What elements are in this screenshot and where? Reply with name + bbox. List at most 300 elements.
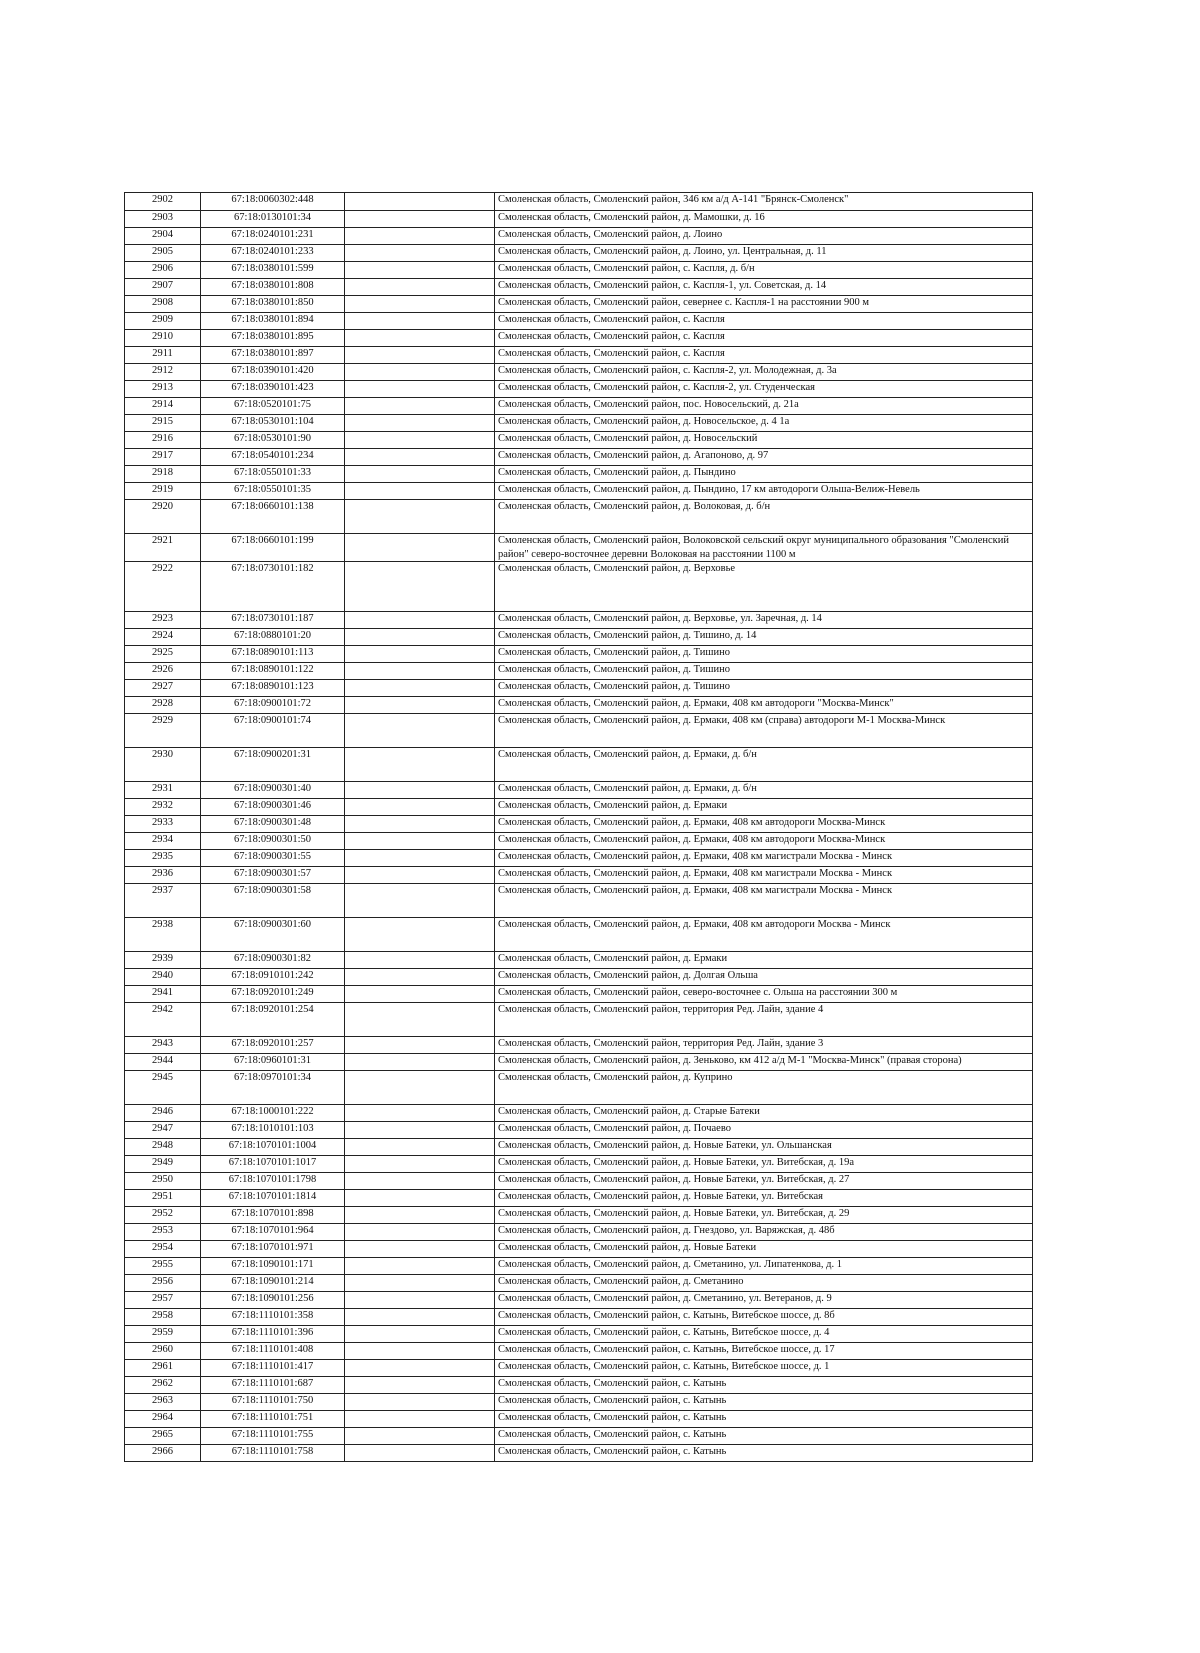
row-number: 2944 [125,1054,201,1071]
row-number: 2941 [125,986,201,1003]
table-row [125,816,1033,833]
table-row [125,398,1033,415]
row-number: 2923 [125,612,201,629]
cadastral-number: 67:18:1110101:417 [201,1360,345,1377]
address: Смоленская область, Смоленский район, с. Каспля [495,313,1033,330]
cadastral-number: 67:18:1070101:898 [201,1207,345,1224]
empty-cell [345,1258,495,1275]
address: Смоленская область, Смоленский район, с. Катынь [495,1428,1033,1445]
cadastral-number: 67:18:0130101:34 [201,211,345,228]
row-number: 2955 [125,1258,201,1275]
address: Смоленская область, Смоленский район, д. Новые Батеки, ул. Витебская, д. 19а [495,1156,1033,1173]
table-row [125,313,1033,330]
cadastral-number: 67:18:1090101:256 [201,1292,345,1309]
table-row [125,969,1033,986]
table-row [125,245,1033,262]
address: Смоленская область, Смоленский район, д. Новые Батеки, ул. Витебская, д. 29 [495,1207,1033,1224]
register-table-body [125,193,1033,1462]
row-number: 2939 [125,952,201,969]
row-number: 2928 [125,697,201,714]
empty-cell [345,1003,495,1037]
empty-cell [345,1309,495,1326]
empty-cell [345,1139,495,1156]
address: Смоленская область, Смоленский район, д. Ермаки [495,952,1033,969]
row-number: 2947 [125,1122,201,1139]
row-number: 2912 [125,364,201,381]
row-number: 2911 [125,347,201,364]
address: Смоленская область, Смоленский район, д. Долгая Ольша [495,969,1033,986]
cadastral-number: 67:18:0910101:242 [201,969,345,986]
address: Смоленская область, Смоленский район, д. Волоковая, д. б/н [495,500,1033,534]
cadastral-number: 67:18:0900301:55 [201,850,345,867]
table-row [125,850,1033,867]
address: Смоленская область, Смоленский район, д. Старые Батеки [495,1105,1033,1122]
row-number: 2964 [125,1411,201,1428]
empty-cell [345,833,495,850]
cadastral-number: 67:18:0880101:20 [201,629,345,646]
address: Смоленская область, Смоленский район, д. Сметанино [495,1275,1033,1292]
table-row [125,262,1033,279]
table-row [125,1377,1033,1394]
address: Смоленская область, Смоленский район, с. Катынь, Витебское шоссе, д. 1 [495,1360,1033,1377]
row-number: 2909 [125,313,201,330]
empty-cell [345,1275,495,1292]
table-row [125,748,1033,782]
row-number: 2924 [125,629,201,646]
table-row [125,381,1033,398]
table-row [125,1394,1033,1411]
table-row [125,449,1033,466]
table-row [125,415,1033,432]
address: Смоленская область, Смоленский район, севернее с. Каспля-1 на расстоянии 900 м [495,296,1033,313]
table-row [125,1445,1033,1462]
row-number: 2914 [125,398,201,415]
cadastral-number: 67:18:1090101:214 [201,1275,345,1292]
cadastral-number: 67:18:1090101:171 [201,1258,345,1275]
cadastral-number: 67:18:0920101:249 [201,986,345,1003]
table-row [125,1207,1033,1224]
empty-cell [345,330,495,347]
cadastral-number: 67:18:0900301:82 [201,952,345,969]
cadastral-number: 67:18:1010101:103 [201,1122,345,1139]
empty-cell [345,1241,495,1258]
cadastral-number: 67:18:0240101:231 [201,228,345,245]
table-row [125,296,1033,313]
row-number: 2952 [125,1207,201,1224]
row-number: 2929 [125,714,201,748]
cadastral-number: 67:18:1110101:750 [201,1394,345,1411]
address: Смоленская область, Смоленский район, д. Пындино [495,466,1033,483]
empty-cell [345,228,495,245]
empty-cell [345,680,495,697]
address: Смоленская область, Смоленский район, территория Ред. Лайн, здание 3 [495,1037,1033,1054]
empty-cell [345,296,495,313]
empty-cell [345,1411,495,1428]
table-row [125,1173,1033,1190]
table-row [125,1190,1033,1207]
table-row [125,483,1033,500]
empty-cell [345,398,495,415]
address: Смоленская область, Смоленский район, д. Тишино [495,680,1033,697]
cadastral-number: 67:18:0550101:35 [201,483,345,500]
cadastral-number: 67:18:1110101:687 [201,1377,345,1394]
address: Смоленская область, Смоленский район, с. Катынь, Витебское шоссе, д. 8б [495,1309,1033,1326]
address: Смоленская область, Смоленский район, д. Гнездово, ул. Варяжская, д. 48б [495,1224,1033,1241]
empty-cell [345,466,495,483]
row-number: 2937 [125,884,201,918]
cadastral-number: 67:18:0900101:72 [201,697,345,714]
row-number: 2948 [125,1139,201,1156]
address: Смоленская область, Смоленский район, д. Куприно [495,1071,1033,1105]
address: Смоленская область, Смоленский район, с. Каспля, д. б/н [495,262,1033,279]
row-number: 2942 [125,1003,201,1037]
empty-cell [345,381,495,398]
cadastral-number: 67:18:0900301:58 [201,884,345,918]
table-row [125,986,1033,1003]
empty-cell [345,483,495,500]
row-number: 2936 [125,867,201,884]
empty-cell [345,534,495,562]
table-row [125,1258,1033,1275]
row-number: 2938 [125,918,201,952]
empty-cell [345,629,495,646]
row-number: 2949 [125,1156,201,1173]
empty-cell [345,449,495,466]
row-number: 2933 [125,816,201,833]
row-number: 2954 [125,1241,201,1258]
table-row [125,952,1033,969]
cadastral-number: 67:18:0240101:233 [201,245,345,262]
cadastral-number: 67:18:0730101:187 [201,612,345,629]
table-row [125,1003,1033,1037]
row-number: 2908 [125,296,201,313]
cadastral-number: 67:18:1070101:971 [201,1241,345,1258]
cadastral-number: 67:18:0900301:40 [201,782,345,799]
table-row [125,663,1033,680]
address: Смоленская область, Смоленский район, пос. Новосельский, д. 21а [495,398,1033,415]
table-row [125,680,1033,697]
empty-cell [345,500,495,534]
table-row [125,1139,1033,1156]
table-row [125,799,1033,816]
address: Смоленская область, Смоленский район, с. Катынь [495,1411,1033,1428]
table-row [125,918,1033,952]
row-number: 2906 [125,262,201,279]
empty-cell [345,1156,495,1173]
address: Смоленская область, Смоленский район, территория Ред. Лайн, здание 4 [495,1003,1033,1037]
address: Смоленская область, Смоленский район, д. Новосельский [495,432,1033,449]
row-number: 2960 [125,1343,201,1360]
table-row [125,500,1033,534]
cadastral-number: 67:18:1070101:1004 [201,1139,345,1156]
empty-cell [345,415,495,432]
cadastral-number: 67:18:0530101:90 [201,432,345,449]
table-row [125,1071,1033,1105]
row-number: 2916 [125,432,201,449]
empty-cell [345,1207,495,1224]
address: Смоленская область, Смоленский район, д. Ермаки [495,799,1033,816]
address: Смоленская область, Смоленский район, д. Новые Батеки, ул. Ольшанская [495,1139,1033,1156]
cadastral-number: 67:18:0380101:897 [201,347,345,364]
empty-cell [345,986,495,1003]
row-number: 2953 [125,1224,201,1241]
empty-cell [345,646,495,663]
cadastral-number: 67:18:1110101:758 [201,1445,345,1462]
row-number: 2904 [125,228,201,245]
cadastral-number: 67:18:0380101:599 [201,262,345,279]
empty-cell [345,279,495,296]
table-row [125,1343,1033,1360]
cadastral-number: 67:18:1070101:1798 [201,1173,345,1190]
empty-cell [345,1326,495,1343]
empty-cell [345,1190,495,1207]
table-row [125,1292,1033,1309]
empty-cell [345,347,495,364]
cadastral-number: 67:18:0550101:33 [201,466,345,483]
cadastral-number: 67:18:1070101:1017 [201,1156,345,1173]
row-number: 2950 [125,1173,201,1190]
table-row [125,211,1033,228]
row-number: 2935 [125,850,201,867]
address: Смоленская область, Смоленский район, д. Почаево [495,1122,1033,1139]
empty-cell [345,782,495,799]
cadastral-number: 67:18:0380101:808 [201,279,345,296]
table-row [125,193,1033,211]
address: Смоленская область, Смоленский район, д. Ермаки, 408 км магистрали Москва - Минск [495,884,1033,918]
address: Смоленская область, Смоленский район, д. Ермаки, 408 км автодороги Москва-Минск [495,833,1033,850]
empty-cell [345,867,495,884]
cadastral-number: 67:18:1070101:1814 [201,1190,345,1207]
table-row [125,347,1033,364]
row-number: 2915 [125,415,201,432]
empty-cell [345,245,495,262]
table-row [125,1360,1033,1377]
cadastral-number: 67:18:0520101:75 [201,398,345,415]
cadastral-number: 67:18:0920101:254 [201,1003,345,1037]
address: Смоленская область, Смоленский район, с. Каспля-1, ул. Советская, д. 14 [495,279,1033,296]
address: Смоленская область, Смоленский район, с. Каспля-2, ул. Молодежная, д. 3а [495,364,1033,381]
empty-cell [345,193,495,211]
address: Смоленская область, Смоленский район, д. Новые Батеки, ул. Витебская [495,1190,1033,1207]
cadastral-number: 67:18:0920101:257 [201,1037,345,1054]
row-number: 2934 [125,833,201,850]
cadastral-number: 67:18:1000101:222 [201,1105,345,1122]
row-number: 2966 [125,1445,201,1462]
empty-cell [345,1343,495,1360]
row-number: 2963 [125,1394,201,1411]
cadastral-number: 67:18:0380101:850 [201,296,345,313]
empty-cell [345,211,495,228]
empty-cell [345,1037,495,1054]
address: Смоленская область, Смоленский район, д. Сметанино, ул. Ветеранов, д. 9 [495,1292,1033,1309]
table-row [125,1275,1033,1292]
row-number: 2930 [125,748,201,782]
address: Смоленская область, Смоленский район, с. Каспля-2, ул. Студенческая [495,381,1033,398]
cadastral-number: 67:18:1070101:964 [201,1224,345,1241]
row-number: 2951 [125,1190,201,1207]
address: Смоленская область, Смоленский район, д. Ермаки, д. б/н [495,748,1033,782]
row-number: 2961 [125,1360,201,1377]
cadastral-number: 67:18:0900301:60 [201,918,345,952]
empty-cell [345,1428,495,1445]
cadastral-number: 67:18:1110101:755 [201,1428,345,1445]
empty-cell [345,313,495,330]
cadastral-number: 67:18:1110101:396 [201,1326,345,1343]
table-row [125,228,1033,245]
address: Смоленская область, Смоленский район, д. Ермаки, 408 км магистрали Москва - Минск [495,867,1033,884]
table-row [125,782,1033,799]
row-number: 2946 [125,1105,201,1122]
cadastral-number: 67:18:0960101:31 [201,1054,345,1071]
row-number: 2913 [125,381,201,398]
empty-cell [345,1054,495,1071]
address: Смоленская область, Смоленский район, 346 км а/д А-141 "Брянск-Смоленск" [495,193,1033,211]
address: Смоленская область, Смоленский район, д. Верховье [495,562,1033,612]
empty-cell [345,799,495,816]
empty-cell [345,748,495,782]
cadastral-number: 67:18:0540101:234 [201,449,345,466]
empty-cell [345,1360,495,1377]
empty-cell [345,850,495,867]
cadastral-number: 67:18:0660101:199 [201,534,345,562]
row-number: 2922 [125,562,201,612]
empty-cell [345,918,495,952]
table-row [125,534,1033,562]
empty-cell [345,1071,495,1105]
empty-cell [345,1224,495,1241]
address: Смоленская область, Смоленский район, с. Катынь [495,1377,1033,1394]
cadastral-number: 67:18:0660101:138 [201,500,345,534]
cadastral-number: 67:18:0900201:31 [201,748,345,782]
row-number: 2921 [125,534,201,562]
row-number: 2905 [125,245,201,262]
property-register-table [124,192,1033,1462]
table-row [125,432,1033,449]
address: Смоленская область, Смоленский район, Волоковской сельский округ муниципального образования "Смоленский район" северо-восточнее деревни Волоковая на расстоянии 1100 м [495,534,1033,562]
address: Смоленская область, Смоленский район, д. Тишино, д. 14 [495,629,1033,646]
address: Смоленская область, Смоленский район, д. Мамошки, д. 16 [495,211,1033,228]
table-row [125,1105,1033,1122]
empty-cell [345,262,495,279]
address: Смоленская область, Смоленский район, д. Тишино [495,663,1033,680]
empty-cell [345,884,495,918]
empty-cell [345,1105,495,1122]
address: Смоленская область, Смоленский район, с. Каспля [495,347,1033,364]
empty-cell [345,663,495,680]
row-number: 2926 [125,663,201,680]
cadastral-number: 67:18:0380101:895 [201,330,345,347]
address: Смоленская область, Смоленский район, с. Каспля [495,330,1033,347]
address: Смоленская область, Смоленский район, с. Катынь, Витебское шоссе, д. 4 [495,1326,1033,1343]
empty-cell [345,952,495,969]
address: Смоленская область, Смоленский район, д. Лоино [495,228,1033,245]
row-number: 2932 [125,799,201,816]
empty-cell [345,1445,495,1462]
address: Смоленская область, Смоленский район, д. Новые Батеки [495,1241,1033,1258]
row-number: 2919 [125,483,201,500]
row-number: 2958 [125,1309,201,1326]
table-row [125,714,1033,748]
table-row [125,279,1033,296]
row-number: 2962 [125,1377,201,1394]
cadastral-number: 67:18:0890101:122 [201,663,345,680]
table-row [125,646,1033,663]
cadastral-number: 67:18:0890101:113 [201,646,345,663]
row-number: 2965 [125,1428,201,1445]
table-row [125,364,1033,381]
row-number: 2956 [125,1275,201,1292]
address: Смоленская область, Смоленский район, д. Ермаки, 408 км автодороги Москва - Минск [495,918,1033,952]
address: Смоленская область, Смоленский район, д. Ермаки, 408 км автодороги Москва-Минск [495,816,1033,833]
empty-cell [345,1173,495,1190]
empty-cell [345,562,495,612]
address: Смоленская область, Смоленский район, д. Агапоново, д. 97 [495,449,1033,466]
table-row [125,1309,1033,1326]
row-number: 2918 [125,466,201,483]
table-row [125,1326,1033,1343]
cadastral-number: 67:18:0900301:48 [201,816,345,833]
address: Смоленская область, Смоленский район, д. Ермаки, д. б/н [495,782,1033,799]
table-row [125,1224,1033,1241]
address: Смоленская область, Смоленский район, д. Ермаки, 408 км магистрали Москва - Минск [495,850,1033,867]
table-row [125,833,1033,850]
table-row [125,1241,1033,1258]
row-number: 2957 [125,1292,201,1309]
row-number: 2945 [125,1071,201,1105]
row-number: 2959 [125,1326,201,1343]
address: Смоленская область, Смоленский район, д. Новые Батеки, ул. Витебская, д. 27 [495,1173,1033,1190]
table-row [125,1122,1033,1139]
table-row [125,612,1033,629]
cadastral-number: 67:18:0900101:74 [201,714,345,748]
cadastral-number: 67:18:1110101:358 [201,1309,345,1326]
cadastral-number: 67:18:0900301:50 [201,833,345,850]
empty-cell [345,1292,495,1309]
address: Смоленская область, Смоленский район, д. Лоино, ул. Центральная, д. 11 [495,245,1033,262]
row-number: 2910 [125,330,201,347]
row-number: 2943 [125,1037,201,1054]
cadastral-number: 67:18:0390101:420 [201,364,345,381]
address: Смоленская область, Смоленский район, с. Катынь [495,1445,1033,1462]
row-number: 2917 [125,449,201,466]
table-row [125,867,1033,884]
row-number: 2931 [125,782,201,799]
cadastral-number: 67:18:0970101:34 [201,1071,345,1105]
address: Смоленская область, Смоленский район, д. Пындино, 17 км автодороги Ольша-Велиж-Невель [495,483,1033,500]
cadastral-number: 67:18:0730101:182 [201,562,345,612]
row-number: 2907 [125,279,201,296]
row-number: 2903 [125,211,201,228]
table-row [125,884,1033,918]
cadastral-number: 67:18:0900301:57 [201,867,345,884]
row-number: 2902 [125,193,201,211]
empty-cell [345,612,495,629]
row-number: 2920 [125,500,201,534]
row-number: 2940 [125,969,201,986]
empty-cell [345,714,495,748]
row-number: 2925 [125,646,201,663]
address: Смоленская область, Смоленский район, д. Тишино [495,646,1033,663]
cadastral-number: 67:18:0380101:894 [201,313,345,330]
address: Смоленская область, Смоленский район, северо-восточнее с. Ольша на расстоянии 300 м [495,986,1033,1003]
cadastral-number: 67:18:0530101:104 [201,415,345,432]
table-row [125,330,1033,347]
cadastral-number: 67:18:0390101:423 [201,381,345,398]
cadastral-number: 67:18:0890101:123 [201,680,345,697]
row-number: 2927 [125,680,201,697]
table-row [125,697,1033,714]
table-row [125,562,1033,612]
